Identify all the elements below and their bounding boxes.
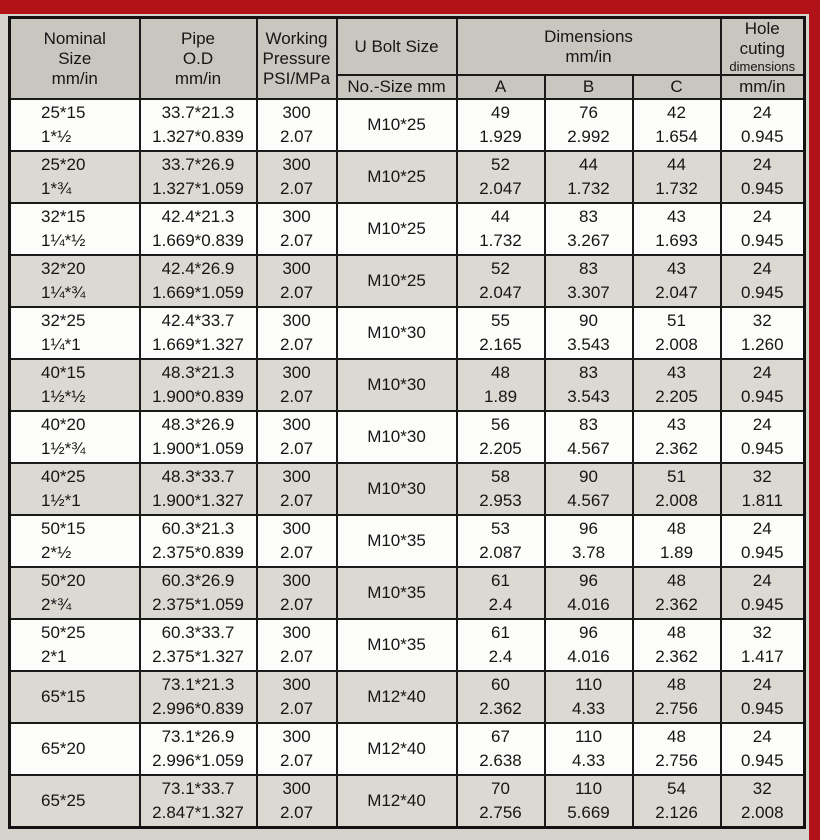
nominal-size-cell: 32*25 1¼*1 — [10, 307, 140, 359]
pipe-od-cell: 42.4*21.3 1.669*0.839 — [140, 203, 257, 255]
u-bolt-size-cell: M12*40 — [337, 723, 457, 775]
hole-cutting-cell: 24 0.945 — [721, 515, 805, 567]
dim-a-cell: 58 2.953 — [457, 463, 545, 515]
pipe-od-cell: 60.3*33.7 2.375*1.327 — [140, 619, 257, 671]
header-dim-c: C — [633, 75, 721, 99]
pipe-od-cell: 48.3*26.9 1.900*1.059 — [140, 411, 257, 463]
dim-c-cell: 43 2.205 — [633, 359, 721, 411]
page-top-red-band — [0, 0, 820, 14]
u-bolt-size-cell: M10*30 — [337, 411, 457, 463]
dim-b-cell: 83 4.567 — [545, 411, 633, 463]
hole-cutting-cell: 32 1.260 — [721, 307, 805, 359]
nominal-size-cell: 40*15 1½*½ — [10, 359, 140, 411]
dim-b-cell: 90 3.543 — [545, 307, 633, 359]
pipe-od-cell: 73.1*26.9 2.996*1.059 — [140, 723, 257, 775]
dim-a-cell: 52 2.047 — [457, 255, 545, 307]
dim-a-cell: 53 2.087 — [457, 515, 545, 567]
dim-b-cell: 96 3.78 — [545, 515, 633, 567]
dim-b-cell: 96 4.016 — [545, 619, 633, 671]
u-bolt-size-cell: M10*30 — [337, 463, 457, 515]
nominal-size-cell: 65*15 — [10, 671, 140, 723]
hole-cutting-cell: 24 0.945 — [721, 99, 805, 151]
working-pressure-cell: 300 2.07 — [257, 99, 337, 151]
dim-a-cell: 70 2.756 — [457, 775, 545, 828]
hole-cutting-cell: 32 2.008 — [721, 775, 805, 828]
table-row — [10, 255, 805, 307]
dim-a-cell: 56 2.205 — [457, 411, 545, 463]
header-no-size-mm: No.-Size mm — [337, 75, 457, 99]
dim-c-cell: 54 2.126 — [633, 775, 721, 828]
working-pressure-cell: 300 2.07 — [257, 567, 337, 619]
working-pressure-cell: 300 2.07 — [257, 619, 337, 671]
nominal-size-cell: 50*25 2*1 — [10, 619, 140, 671]
header-dim-a: A — [457, 75, 545, 99]
pipe-od-cell: 42.4*33.7 1.669*1.327 — [140, 307, 257, 359]
dim-b-cell: 90 4.567 — [545, 463, 633, 515]
pipe-od-cell: 33.7*21.3 1.327*0.839 — [140, 99, 257, 151]
dim-c-cell: 48 2.756 — [633, 671, 721, 723]
dim-c-cell: 48 2.756 — [633, 723, 721, 775]
u-bolt-size-cell: M12*40 — [337, 775, 457, 828]
page-right-red-band — [809, 0, 820, 840]
nominal-size-cell: 50*15 2*½ — [10, 515, 140, 567]
table-row — [10, 307, 805, 359]
dim-a-cell: 67 2.638 — [457, 723, 545, 775]
u-bolt-size-cell: M10*35 — [337, 567, 457, 619]
table-row — [10, 723, 805, 775]
dim-c-cell: 43 1.693 — [633, 203, 721, 255]
nominal-size-cell: 25*20 1*¾ — [10, 151, 140, 203]
working-pressure-cell: 300 2.07 — [257, 463, 337, 515]
pipe-od-cell: 60.3*26.9 2.375*1.059 — [140, 567, 257, 619]
u-bolt-size-cell: M10*30 — [337, 359, 457, 411]
nominal-size-cell: 40*20 1½*¾ — [10, 411, 140, 463]
dim-a-cell: 48 1.89 — [457, 359, 545, 411]
dim-b-cell: 110 4.33 — [545, 723, 633, 775]
dim-b-cell: 110 4.33 — [545, 671, 633, 723]
header-working-pressure: Working Pressure PSI/MPa — [257, 18, 337, 100]
dim-c-cell: 51 2.008 — [633, 307, 721, 359]
dim-b-cell: 83 3.267 — [545, 203, 633, 255]
hole-cutting-cell: 32 1.417 — [721, 619, 805, 671]
header-nominal-size: Nominal Size mm/in — [10, 18, 140, 100]
u-bolt-size-cell: M10*25 — [337, 99, 457, 151]
working-pressure-cell: 300 2.07 — [257, 151, 337, 203]
hole-cutting-cell: 24 0.945 — [721, 203, 805, 255]
dim-a-cell: 44 1.732 — [457, 203, 545, 255]
table-row — [10, 515, 805, 567]
table-body — [10, 99, 805, 828]
u-bolt-size-cell: M10*25 — [337, 255, 457, 307]
header-pipe-od: Pipe O.D mm/in — [140, 18, 257, 100]
header-hole-cutting: Hole cuting dimensions — [721, 18, 805, 76]
working-pressure-cell: 300 2.07 — [257, 671, 337, 723]
pipe-spec-table — [8, 16, 806, 829]
dim-b-cell: 96 4.016 — [545, 567, 633, 619]
dim-a-cell: 49 1.929 — [457, 99, 545, 151]
dim-a-cell: 55 2.165 — [457, 307, 545, 359]
hole-cutting-cell: 24 0.945 — [721, 151, 805, 203]
dim-c-cell: 43 2.362 — [633, 411, 721, 463]
working-pressure-cell: 300 2.07 — [257, 723, 337, 775]
pipe-od-cell: 33.7*26.9 1.327*1.059 — [140, 151, 257, 203]
working-pressure-cell: 300 2.07 — [257, 775, 337, 828]
pipe-od-cell: 48.3*33.7 1.900*1.327 — [140, 463, 257, 515]
dim-c-cell: 48 2.362 — [633, 619, 721, 671]
working-pressure-cell: 300 2.07 — [257, 359, 337, 411]
dim-b-cell: 83 3.307 — [545, 255, 633, 307]
table-header — [10, 18, 805, 100]
hole-cutting-cell: 24 0.945 — [721, 723, 805, 775]
hole-cutting-cell: 24 0.945 — [721, 567, 805, 619]
pipe-od-cell: 42.4*26.9 1.669*1.059 — [140, 255, 257, 307]
dim-c-cell: 42 1.654 — [633, 99, 721, 151]
header-dim-b: B — [545, 75, 633, 99]
hole-cutting-cell: 24 0.945 — [721, 359, 805, 411]
working-pressure-cell: 300 2.07 — [257, 515, 337, 567]
dim-b-cell: 76 2.992 — [545, 99, 633, 151]
table-row — [10, 151, 805, 203]
u-bolt-size-cell: M10*35 — [337, 619, 457, 671]
dim-c-cell: 44 1.732 — [633, 151, 721, 203]
dim-a-cell: 61 2.4 — [457, 567, 545, 619]
header-hole-mm-in: mm/in — [721, 75, 805, 99]
dim-c-cell: 48 2.362 — [633, 567, 721, 619]
pipe-od-cell: 60.3*21.3 2.375*0.839 — [140, 515, 257, 567]
pipe-od-cell: 73.1*33.7 2.847*1.327 — [140, 775, 257, 828]
nominal-size-cell: 32*20 1¼*¾ — [10, 255, 140, 307]
table-row — [10, 671, 805, 723]
nominal-size-cell: 65*25 — [10, 775, 140, 828]
table-row — [10, 775, 805, 828]
working-pressure-cell: 300 2.07 — [257, 307, 337, 359]
nominal-size-cell: 50*20 2*¾ — [10, 567, 140, 619]
u-bolt-size-cell: M10*25 — [337, 151, 457, 203]
table-row — [10, 203, 805, 255]
dim-c-cell: 43 2.047 — [633, 255, 721, 307]
table-row — [10, 411, 805, 463]
header-dimensions: Dimensions mm/in — [457, 18, 721, 76]
dim-c-cell: 51 2.008 — [633, 463, 721, 515]
table-row — [10, 463, 805, 515]
header-u-bolt-size: U Bolt Size — [337, 18, 457, 76]
hole-cutting-cell: 24 0.945 — [721, 671, 805, 723]
dim-c-cell: 48 1.89 — [633, 515, 721, 567]
dim-b-cell: 83 3.543 — [545, 359, 633, 411]
u-bolt-size-cell: M10*25 — [337, 203, 457, 255]
dim-a-cell: 61 2.4 — [457, 619, 545, 671]
dim-a-cell: 60 2.362 — [457, 671, 545, 723]
pipe-od-cell: 48.3*21.3 1.900*0.839 — [140, 359, 257, 411]
hole-cutting-cell: 24 0.945 — [721, 255, 805, 307]
nominal-size-cell: 32*15 1¼*½ — [10, 203, 140, 255]
table-row — [10, 99, 805, 151]
dim-a-cell: 52 2.047 — [457, 151, 545, 203]
dim-b-cell: 44 1.732 — [545, 151, 633, 203]
dim-b-cell: 110 5.669 — [545, 775, 633, 828]
u-bolt-size-cell: M10*30 — [337, 307, 457, 359]
table-row — [10, 567, 805, 619]
u-bolt-size-cell: M10*35 — [337, 515, 457, 567]
pipe-od-cell: 73.1*21.3 2.996*0.839 — [140, 671, 257, 723]
nominal-size-cell: 25*15 1*½ — [10, 99, 140, 151]
nominal-size-cell: 40*25 1½*1 — [10, 463, 140, 515]
hole-cutting-cell: 24 0.945 — [721, 411, 805, 463]
nominal-size-cell: 65*20 — [10, 723, 140, 775]
working-pressure-cell: 300 2.07 — [257, 203, 337, 255]
table-row — [10, 619, 805, 671]
working-pressure-cell: 300 2.07 — [257, 255, 337, 307]
hole-cutting-cell: 32 1.811 — [721, 463, 805, 515]
working-pressure-cell: 300 2.07 — [257, 411, 337, 463]
u-bolt-size-cell: M12*40 — [337, 671, 457, 723]
table-row — [10, 359, 805, 411]
